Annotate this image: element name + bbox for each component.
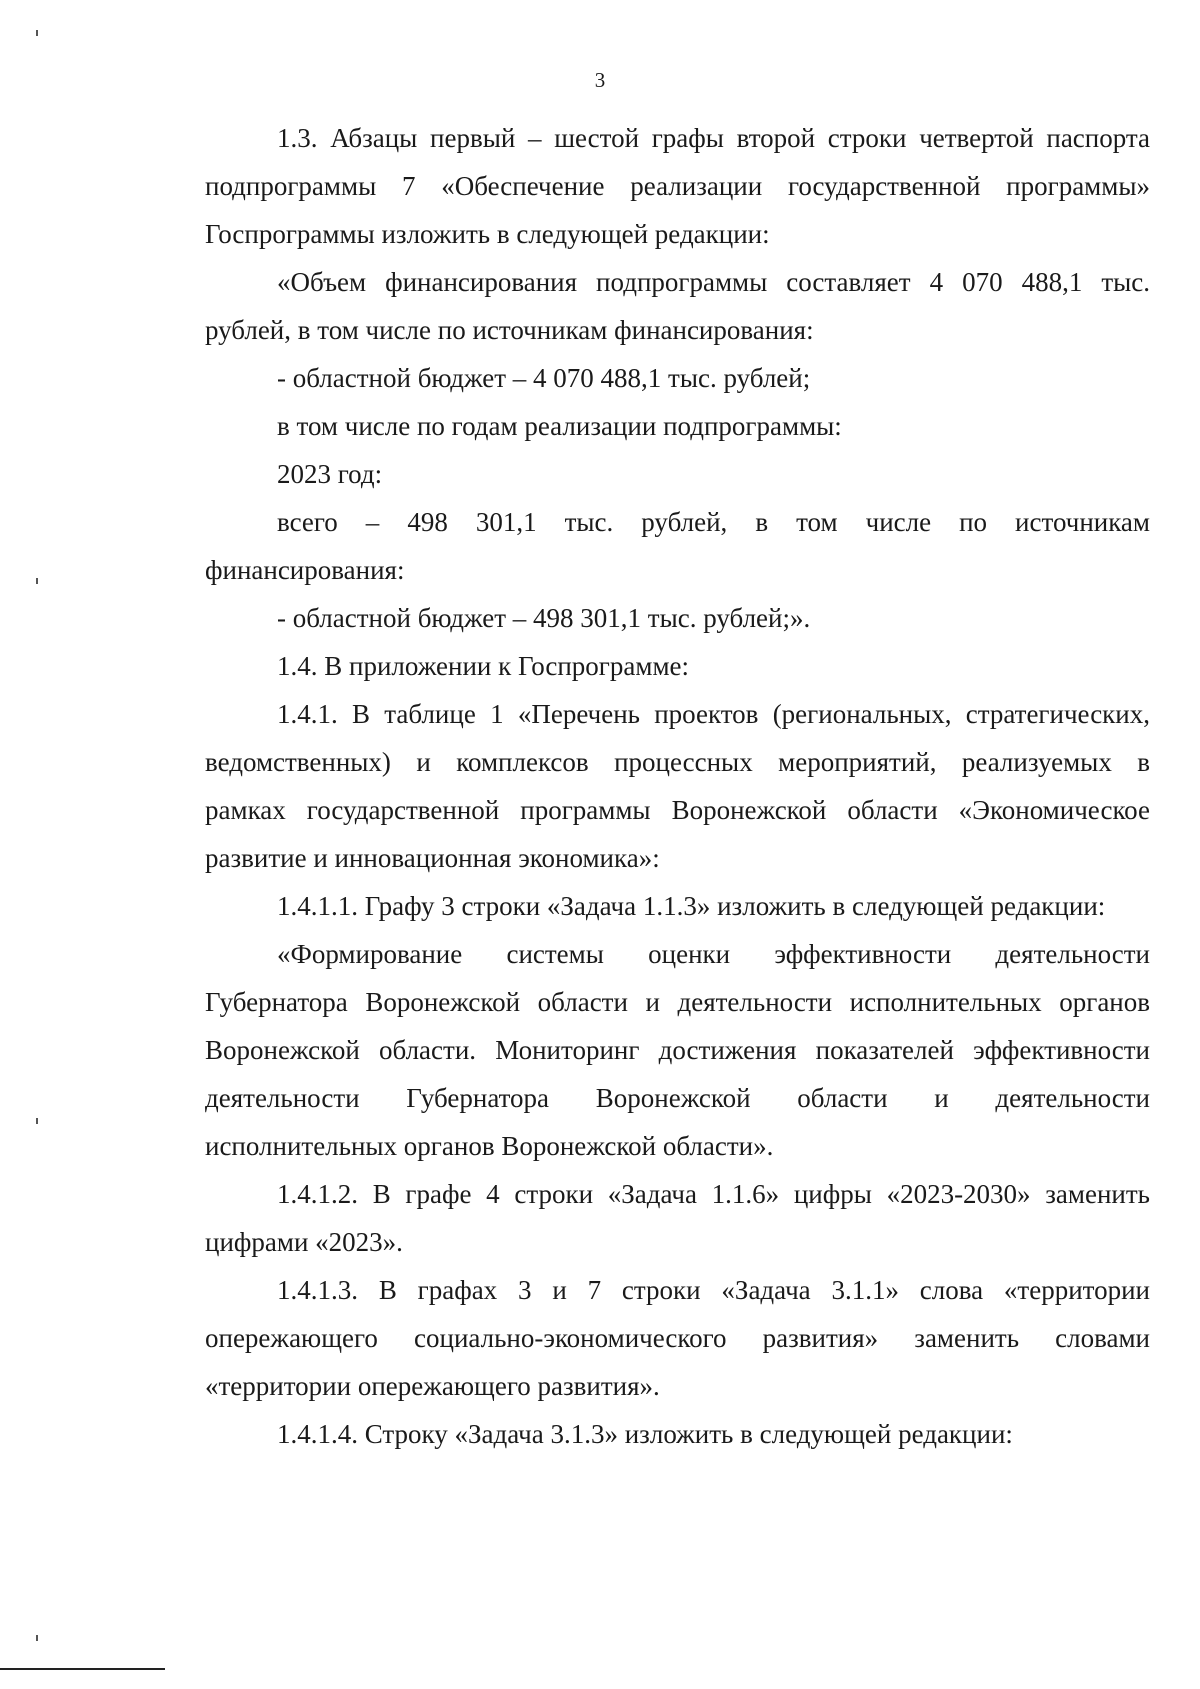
text-line: «Формирование системы оценки эффективности деятельности (277, 939, 1150, 969)
page-number: 3 (594, 68, 606, 92)
paragraph-total (205, 498, 1150, 594)
text-line: 1.4.1. В таблице 1 «Перечень проектов (региональных, стратегических, (277, 699, 1150, 729)
paragraph-by-years (205, 402, 1150, 450)
text-line: 1.4.1.2. В графе 4 строки «Задача 1.1.6» цифры «2023-2030» заменить (277, 1179, 1150, 1209)
text-line: в том числе по годам реализации подпрограммы: (277, 411, 842, 441)
text-line: 1.4.1.3. В графах 3 и 7 строки «Задача 3.1.1» слова «территории (277, 1275, 1150, 1305)
text-line: цифрами «2023». (205, 1227, 403, 1257)
text-line: рамках государственной программы Воронежской области «Экономическое (205, 795, 1150, 825)
text-line: рублей, в том числе по источникам финансирования: (205, 315, 814, 345)
text-line: исполнительных органов Воронежской области». (205, 1131, 774, 1161)
text-line: деятельности Губернатора Воронежской области и деятельности (205, 1083, 1150, 1113)
paragraph-1-4-1-2 (205, 1170, 1150, 1266)
text-line: - областной бюджет – 4 070 488,1 тыс. рублей; (277, 363, 811, 393)
paragraph-regional-budget (205, 354, 1150, 402)
paragraph-1-4 (205, 642, 1150, 690)
text-line: - областной бюджет – 498 301,1 тыс. рублей;». (277, 603, 811, 633)
document-body (205, 114, 1150, 1458)
scan-mark (36, 1118, 38, 1124)
scan-mark (36, 1635, 38, 1641)
paragraph-1-4-1 (205, 690, 1150, 882)
text-line: подпрограммы 7 «Обеспечение реализации государственной программы» (205, 171, 1150, 201)
paragraph-regional-budget-2023 (205, 594, 1150, 642)
scan-mark (36, 30, 38, 36)
text-line: Воронежской области. Мониторинг достижения показателей эффективности (205, 1035, 1150, 1065)
paragraph-evaluation-system (205, 930, 1150, 1170)
text-line: ведомственных) и комплексов процессных мероприятий, реализуемых в (205, 747, 1150, 777)
paragraph-year-2023 (205, 450, 1150, 498)
text-line: «территории опережающего развития». (205, 1371, 660, 1401)
text-line: 1.3. Абзацы первый – шестой графы второй строки четвертой паспорта (277, 123, 1150, 153)
text-line: 2023 год: (277, 459, 383, 489)
scan-mark (36, 578, 38, 584)
paragraph-1-4-1-3 (205, 1266, 1150, 1410)
paragraph-1-3 (205, 114, 1150, 258)
text-line: 1.4.1.1. Графу 3 строки «Задача 1.1.3» изложить в следующей редакции: (277, 891, 1106, 921)
text-line: Губернатора Воронежской области и деятельности исполнительных органов (205, 987, 1150, 1017)
paragraph-1-4-1-4 (205, 1410, 1150, 1458)
paragraph-1-4-1-1 (205, 882, 1150, 930)
text-line: финансирования: (205, 555, 405, 585)
text-line: «Объем финансирования подпрограммы составляет 4 070 488,1 тыс. (277, 267, 1150, 297)
text-line: развитие и инновационная экономика»: (205, 843, 660, 873)
text-line: опережающего социально-экономического развития» заменить словами (205, 1323, 1150, 1353)
text-line: 1.4. В приложении к Госпрограмме: (277, 651, 690, 681)
paragraph-financing-volume (205, 258, 1150, 354)
text-line: Госпрограммы изложить в следующей редакции: (205, 219, 770, 249)
text-line: всего – 498 301,1 тыс. рублей, в том числе по источникам (277, 507, 1150, 537)
footer-rule (0, 1668, 165, 1670)
text-line: 1.4.1.4. Строку «Задача 3.1.3» изложить в следующей редакции: (277, 1419, 1013, 1449)
